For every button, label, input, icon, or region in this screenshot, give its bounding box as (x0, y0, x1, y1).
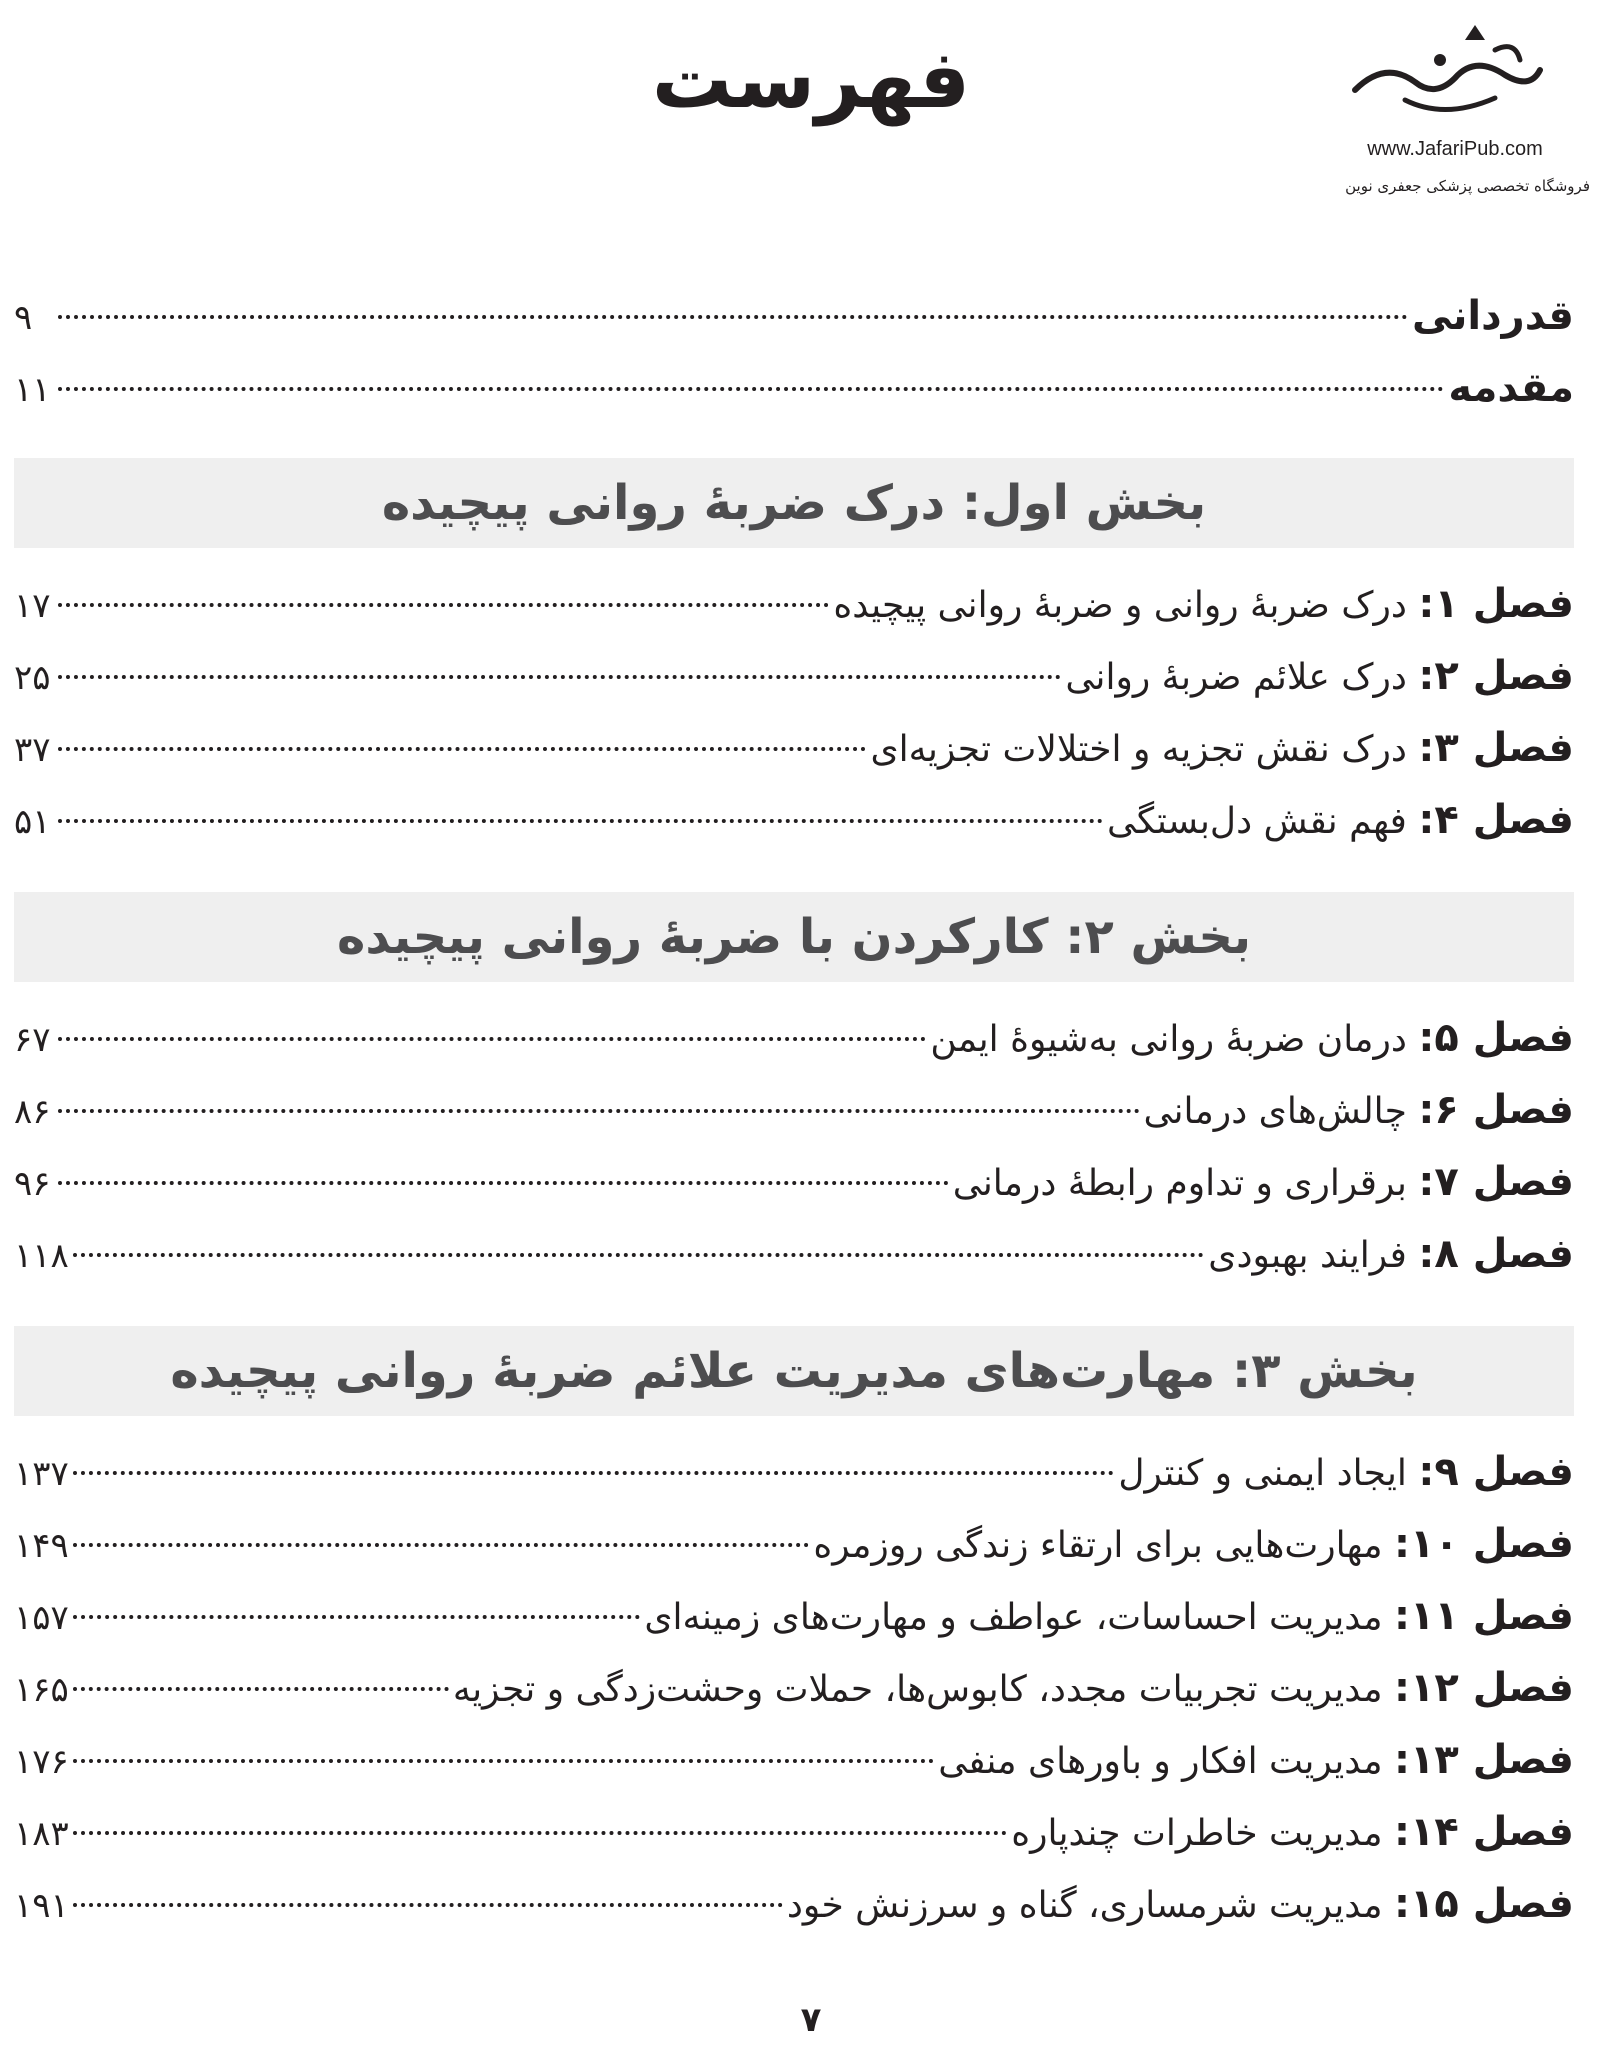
entry-title: فصل ۱۵: مدیریت شرمساری، گناه و سرزنش خود (786, 1881, 1574, 1927)
dot-leader (58, 387, 1444, 391)
entry-title: فصل ۱۰: مهارت‌هایی برای ارتقاء زندگی روزمره (813, 1521, 1574, 1567)
dot-leader (73, 1903, 783, 1907)
chapter-prefix: فصل ۳: (1418, 725, 1574, 771)
chapter-prefix: فصل ۵: (1418, 1015, 1574, 1061)
dot-leader (73, 1471, 1115, 1475)
entry-page: ۱۹۱ (14, 1886, 69, 1926)
entry-title: فصل ۱۱: مدیریت احساسات، عواطف و مهارت‌های زمینه‌ای (644, 1593, 1574, 1639)
part-3 (14, 1326, 1574, 1940)
chapter-prefix: فصل ۱۴: (1393, 1809, 1574, 1855)
chapter-prefix: فصل ۱۲: (1393, 1665, 1574, 1711)
part-heading: بخش ۲: کارکردن با ضربهٔ روانی پیچیده (14, 892, 1574, 982)
entry-page: ۱۴۹ (14, 1526, 69, 1566)
entry-page: ۱۱ (14, 370, 51, 410)
entry-page: ۶۷ (14, 1020, 51, 1060)
entry-page: ۱۱۸ (14, 1236, 69, 1276)
toc-entry[interactable] (14, 1218, 1574, 1290)
entry-page: ۱۷۶ (14, 1742, 69, 1782)
toc-entry[interactable] (14, 280, 1574, 352)
chapter-prefix: فصل ۲: (1418, 653, 1574, 699)
entry-title: مقدمه (1448, 365, 1574, 411)
dot-leader (73, 1543, 810, 1547)
toc-entry[interactable] (14, 1580, 1574, 1652)
toc-entry[interactable] (14, 1146, 1574, 1218)
entry-title: فصل ۱: درک ضربهٔ روانی و ضربهٔ روانی پیچیده (833, 581, 1574, 627)
entry-title: فصل ۲: درک علائم ضربهٔ روانی (1065, 653, 1574, 699)
entry-title: فصل ۴: فهم نقش دل‌بستگی (1107, 797, 1574, 843)
entry-title: فصل ۱۴: مدیریت خاطرات چندپاره (1011, 1809, 1574, 1855)
dot-leader (73, 1615, 641, 1619)
page-number: ۷ (800, 2000, 822, 2040)
toc-entry[interactable] (14, 712, 1574, 784)
toc-entry[interactable] (14, 1436, 1574, 1508)
entry-page: ۹ (14, 298, 33, 338)
chapter-prefix: فصل ۴: (1418, 797, 1574, 843)
entry-title: فصل ۷: برقراری و تداوم رابطهٔ درمانی (952, 1159, 1574, 1205)
toc-entry[interactable] (14, 1508, 1574, 1580)
entry-title: فصل ۵: درمان ضربهٔ روانی به‌شیوهٔ ایمن (930, 1015, 1574, 1061)
publisher-url: www.JafariPub.com (1367, 138, 1543, 160)
page-title: فهرست (651, 33, 971, 126)
part-1 (14, 458, 1574, 856)
jafari-logo-icon (1345, 20, 1545, 125)
entry-title: فصل ۳: درک نقش تجزیه و اختلالات تجزیه‌ای (870, 725, 1574, 771)
dot-leader (58, 603, 829, 607)
toc-entry[interactable] (14, 1002, 1574, 1074)
dot-leader (58, 675, 1061, 679)
entry-title: فصل ۸: فرایند بهبودی (1208, 1231, 1574, 1277)
toc-entry[interactable] (14, 784, 1574, 856)
entry-page: ۹۶ (14, 1164, 51, 1204)
publisher-tagline: فروشگاه تخصصی پزشکی جعفری نوین (1345, 177, 1590, 195)
dot-leader (58, 1109, 1140, 1113)
front-matter-list (14, 280, 1574, 424)
chapter-prefix: فصل ۱: (1418, 581, 1574, 627)
dot-leader (58, 1037, 926, 1041)
toc-entry[interactable] (14, 1652, 1574, 1724)
chapter-prefix: فصل ۹: (1418, 1449, 1574, 1495)
entry-page: ۱۸۳ (14, 1814, 69, 1854)
entry-title: فصل ۹: ایجاد ایمنی و کنترل (1118, 1449, 1574, 1495)
entry-page: ۱۳۷ (14, 1454, 69, 1494)
toc-entry[interactable] (14, 352, 1574, 424)
dot-leader (73, 1831, 1007, 1835)
dot-leader (73, 1759, 934, 1763)
chapter-prefix: فصل ۶: (1418, 1087, 1574, 1133)
chapter-prefix: فصل ۱۱: (1393, 1593, 1574, 1639)
entry-page: ۱۵۷ (14, 1598, 69, 1638)
entry-page: ۲۵ (14, 658, 51, 698)
publisher-logo (1300, 20, 1600, 195)
part-heading: بخش اول: درک ضربهٔ روانی پیچیده (14, 458, 1574, 548)
entry-page: ۱۷ (14, 586, 51, 626)
toc-entry[interactable] (14, 1868, 1574, 1940)
toc-entry[interactable] (14, 1796, 1574, 1868)
dot-leader (58, 819, 1103, 823)
chapter-prefix: فصل ۷: (1418, 1159, 1574, 1205)
chapter-prefix: فصل ۱۵: (1393, 1881, 1574, 1927)
dot-leader (73, 1253, 1205, 1257)
entry-title: قدردانی (1411, 293, 1574, 339)
dot-leader (58, 1181, 949, 1185)
entry-page: ۳۷ (14, 730, 51, 770)
dot-leader (73, 1687, 449, 1691)
toc-entry[interactable] (14, 1724, 1574, 1796)
chapter-prefix: فصل ۸: (1418, 1231, 1574, 1277)
toc-entry[interactable] (14, 640, 1574, 712)
entry-page: ۵۱ (14, 802, 51, 842)
dot-leader (58, 747, 866, 751)
toc-entry[interactable] (14, 568, 1574, 640)
entry-title: فصل ۶: چالش‌های درمانی (1143, 1087, 1574, 1133)
part-heading: بخش ۳: مهارت‌های مدیریت علائم ضربهٔ روانی پیچیده (14, 1326, 1574, 1416)
part-2 (14, 892, 1574, 1290)
entry-title: فصل ۱۳: مدیریت افکار و باورهای منفی (938, 1737, 1574, 1783)
toc-entry[interactable] (14, 1074, 1574, 1146)
entry-page: ۸۶ (14, 1092, 51, 1132)
chapter-prefix: فصل ۱۰: (1393, 1521, 1574, 1567)
entry-title: فصل ۱۲: مدیریت تجربیات مجدد، کابوس‌ها، حملات وحشت‌زدگی و تجزیه (452, 1665, 1574, 1711)
dot-leader (58, 315, 1408, 319)
entry-page: ۱۶۵ (14, 1670, 69, 1710)
chapter-prefix: فصل ۱۳: (1393, 1737, 1574, 1783)
